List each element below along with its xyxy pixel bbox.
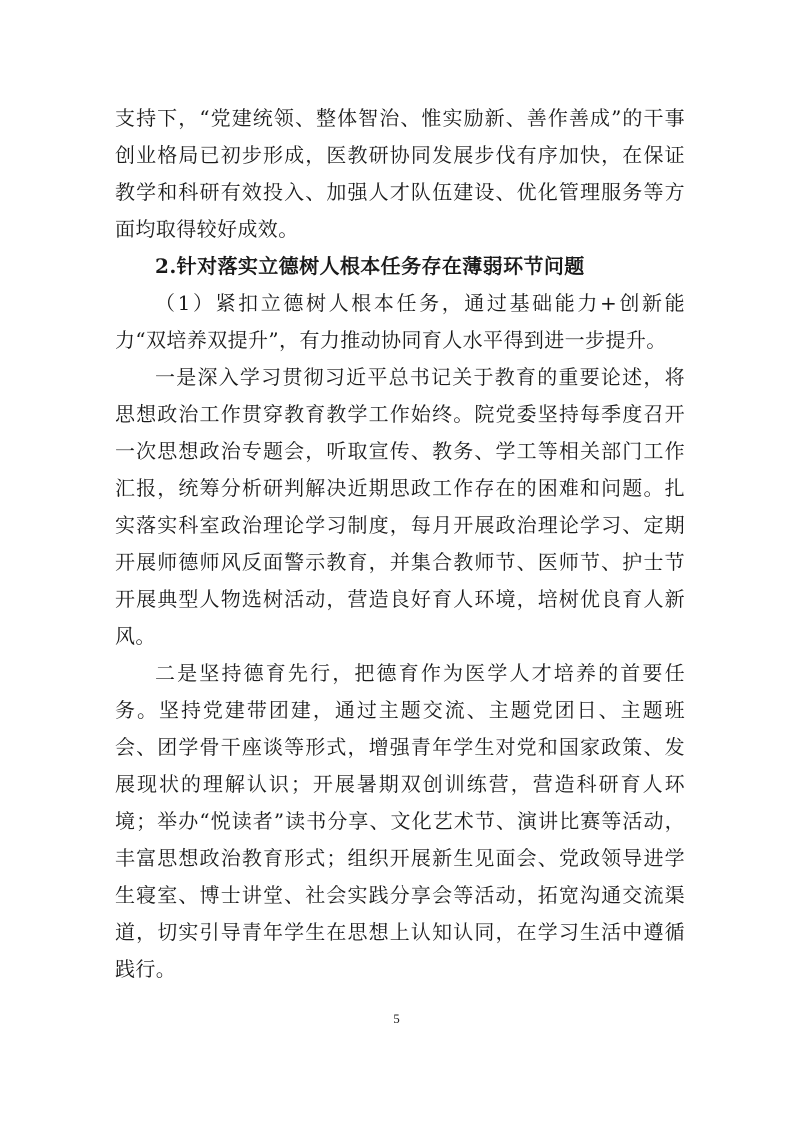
paragraph-subheading: （1）紧扣立德树人根本任务，通过基础能力+创新能力“双培养双提升”，有力推动协同育人水平得到进一步提升。: [115, 291, 685, 352]
section-heading: 2.针对落实立德树人根本任务存在薄弱环节问题: [155, 254, 585, 278]
paragraph-continuation: 支持下，“党建统领、整体智治、惟实励新、善作善成”的干事创业格局已初步形成，医教研协同发展步伐有序加快，在保证教学和科研有效投入、加强人才队伍建设、优化管理服务等方面均取得较好成效。: [115, 106, 685, 241]
paragraph-item-one: 一是深入学习贯彻习近平总书记关于教育的重要论述，将思想政治工作贯穿教育教学工作始终。院党委坚持每季度召开一次思想政治专题会，听取宣传、教务、学工等相关部门工作汇报，统筹分析研判解决近期思政工作存在的困难和问题。扎实落实科室政治理论学习制度，每月开展政治理论学习、定期开展师德师风反面警示教育，并集合教师节、医师节、护士节开展典型人物选树活动，营造良好育人环境，培树优良育人新风。: [115, 365, 685, 648]
paragraph-item-two: 二是坚持德育先行，把德育作为医学人才培养的首要任务。坚持党建带团建，通过主题交流、主题党团日、主题班会、团学骨干座谈等形式，增强青年学生对党和国家政策、发展现状的理解认识；开展暑期双创训练营，营造科研育人环境；举办“悦读者”读书分享、文化艺术节、演讲比赛等活动，丰富思想政治教育形式；组织开展新生见面会、党政领导进学生寝室、博士讲堂、社会实践分享会等活动，拓宽沟通交流渠道，切实引导青年学生在思想上认知认同，在学习生活中遵循践行。: [115, 661, 685, 981]
page-number: 5: [393, 1011, 400, 1026]
document-body: [115, 100, 685, 988]
